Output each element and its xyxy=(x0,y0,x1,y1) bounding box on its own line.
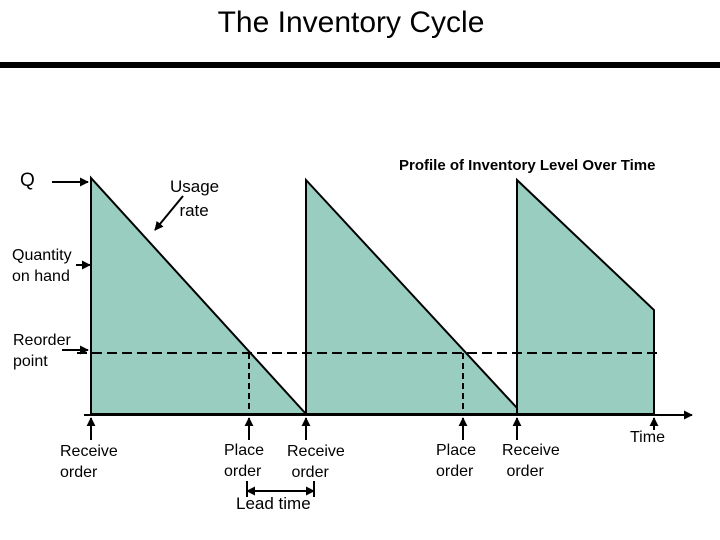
usage-rate-label: Usage rate xyxy=(170,177,220,220)
receive-order-label-1: Receive order xyxy=(60,443,118,481)
lead-time-label: Lead time xyxy=(236,494,311,513)
page-title: The Inventory Cycle xyxy=(217,6,485,39)
quantity-on-hand-label: Quantity on hand xyxy=(12,247,72,285)
reorder-point-label: Reorder point xyxy=(13,332,71,370)
receive-order-label-2: Receive order xyxy=(287,443,345,481)
inventory-cycle-2 xyxy=(306,180,517,414)
q-label: Q xyxy=(20,170,35,191)
inventory-cycle-3 xyxy=(517,180,654,414)
place-order-label-1: Place order xyxy=(224,442,265,480)
time-label: Time xyxy=(630,429,665,446)
profile-label: Profile of Inventory Level Over Time xyxy=(399,157,656,174)
place-order-label-2: Place order xyxy=(436,442,477,480)
receive-order-label-3: Receive order xyxy=(502,442,560,480)
